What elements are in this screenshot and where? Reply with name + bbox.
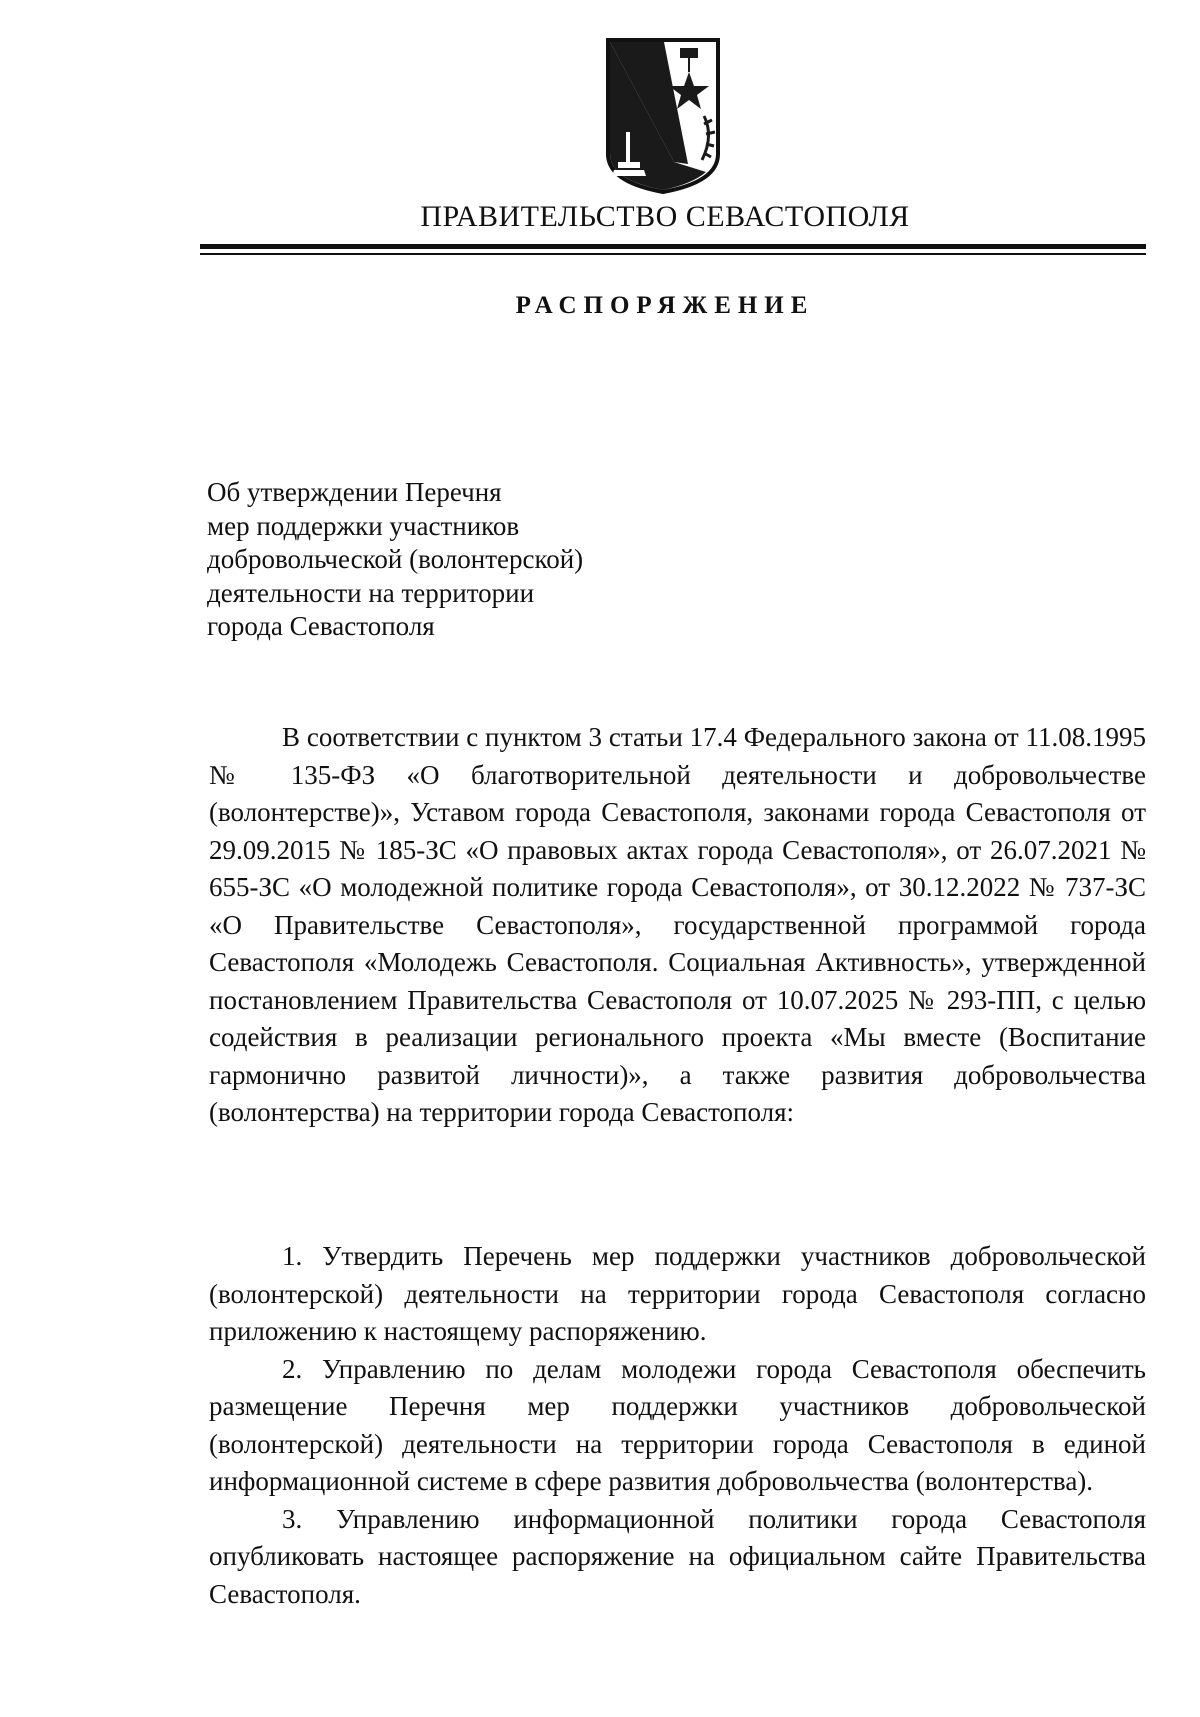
subject-line: мер поддержки участников — [207, 510, 520, 541]
order-item: 1. Утвердить Перечень мер поддержки участников добровольческой (волонтерской) деятельности на территории города Севастополя согласно приложению к настоящему распоряжению. — [209, 1241, 1146, 1346]
order-item: 2. Управлению по делам молодежи города Севастополя обеспечить размещение Перечня мер поддержки участников добровольческой (волонтерской) деятельности на территории города Севастополя в единой информационной системе в сфере развития добровольчества (волонтерства). — [209, 1353, 1146, 1496]
subject-line: Об утверждении Перечня — [207, 477, 502, 507]
header-divider — [200, 244, 1146, 255]
subject-line: добровольческой (волонтерской) — [207, 544, 584, 574]
header-divider-thick-line — [200, 244, 1146, 249]
order-item: 3. Управлению информационной политики города Севастополя опубликовать настоящее распоряжение на официальном сайте Правительства Севастополя. — [209, 1503, 1146, 1609]
document-type-heading: РАСПОРЯЖЕНИЕ — [515, 292, 815, 319]
header-divider-thin-line — [200, 253, 1146, 255]
subject-line: деятельности на территории — [207, 577, 535, 608]
organization-title: ПРАВИТЕЛЬСТВО СЕВАСТОПОЛЯ — [420, 200, 910, 233]
order-items — [209, 1238, 1146, 1613]
subject-line: города Севастополя — [207, 611, 435, 641]
document-subject — [207, 476, 727, 644]
preamble-paragraph: В соответствии с пунктом 3 статьи 17.4 Федерального закона от 11.08.1995 № 135-ФЗ «О благотворительной деятельности и добровольчестве (волонтерстве)», Уставом города Севастополя, законами города Севастополя от 29.09.2015 № 185-ЗС «О правовых актах города Севастополя», от 26.07.2021 № 655-ЗС «О молодежной политике города Севастополя», от 30.12.2022 № 737-ЗС «О Правительстве Севастополя», государственной программой города Севастополя «Молодежь Севастополя. Социальная Активность», утвержденной постановлением Правительства Севастополя от 10.07.2025 № 293-ПП, с целью содействия в реализации регионального проекта «Мы вместе (Воспитание гармонично развитой личности)», а также развития добровольчества (волонтерства) на территории города Севастополя: — [209, 722, 1146, 1127]
coat-of-arms-icon — [604, 36, 722, 196]
